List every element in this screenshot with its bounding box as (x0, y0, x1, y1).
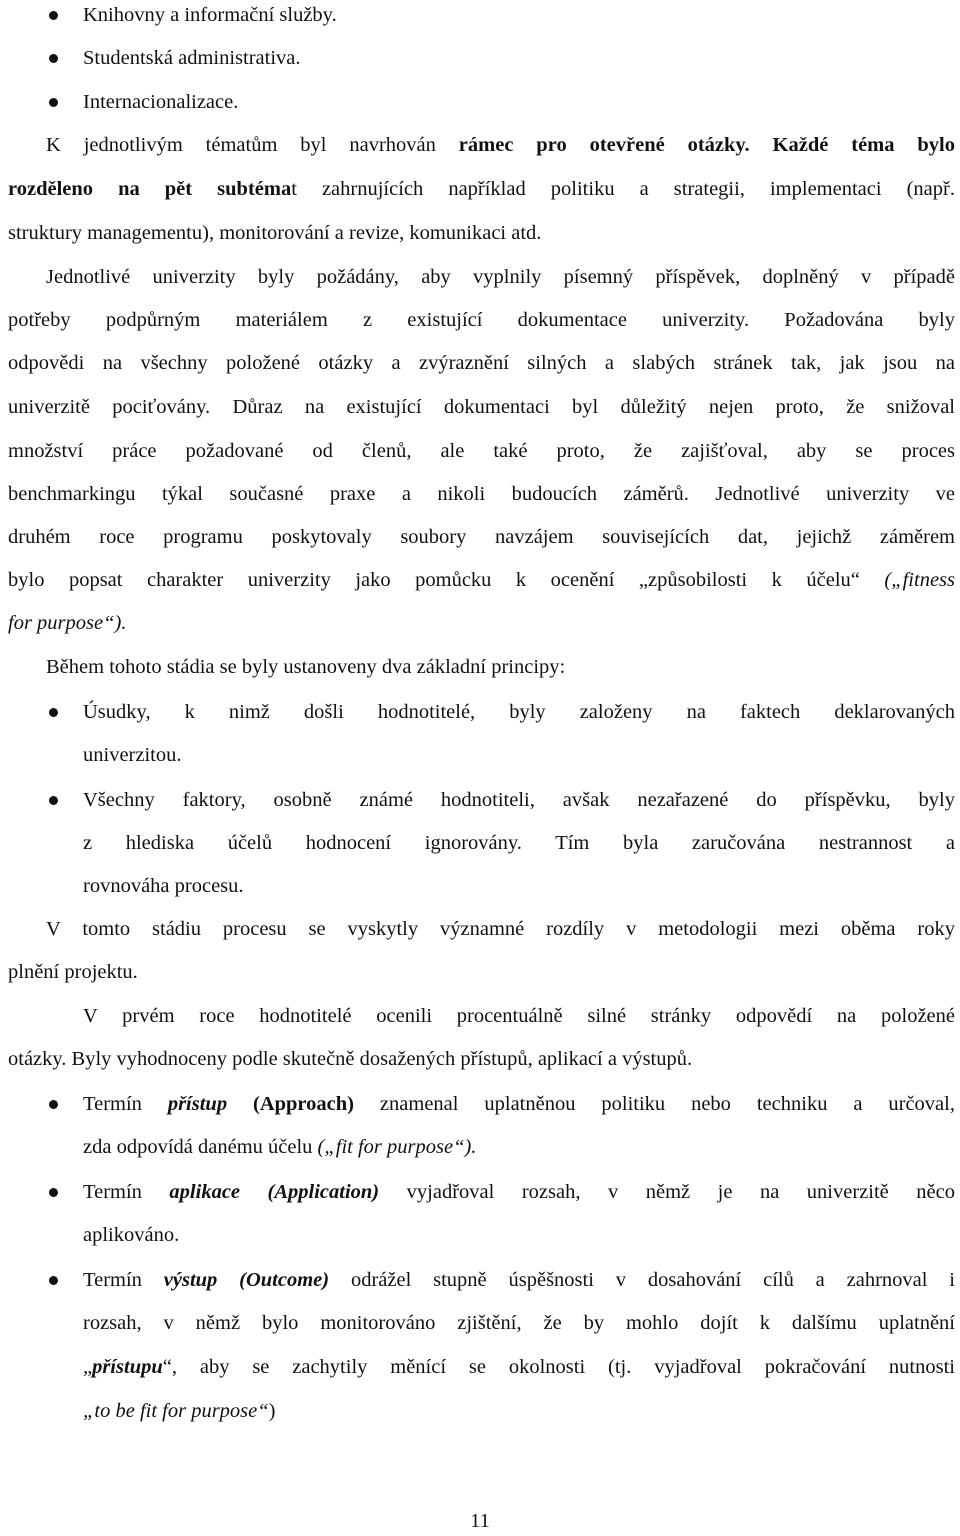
list-item: Termín přístup (Approach) znamenal uplatněnou politiku nebo techniku a určoval, (8, 1089, 955, 1119)
paragraph-line: univerzitě pociťovány. Důraz na existující dokumentaci byl důležitý nejen proto, že snižoval (8, 396, 955, 418)
bullet-icon (49, 54, 58, 63)
paragraph-line: struktury managementu), monitorování a revize, komunikaci atd. (8, 222, 542, 244)
list-item-continuation: „přístupu“, aby se zachytily měnící se okolnosti (tj. vyjadřoval pokračování nutnosti (83, 1356, 955, 1378)
paragraph-line: Během tohoto stádia se byly ustanoveny dva základní principy: (46, 656, 566, 678)
paragraph-line: V tomto stádiu procesu se vyskytly významné rozdíly v metodologii mezi oběma roky (46, 918, 955, 940)
list-item-continuation: univerzitou. (83, 744, 182, 766)
bullet-icon (49, 98, 58, 107)
list-item: Termín aplikace (Application) vyjadřoval rozsah, v němž je na univerzitě něco (8, 1177, 955, 1207)
bullet-icon (49, 708, 58, 717)
list-item: Knihovny a informační služby. (8, 0, 955, 30)
list-item-continuation: „to be fit for purpose“) (83, 1400, 276, 1422)
list-item: Úsudky, k nimž došli hodnotitelé, byly založeny na faktech deklarovaných (8, 697, 955, 727)
list-item: Termín výstup (Outcome) odrážel stupně úspěšnosti v dosahování cílů a zahrnoval i (8, 1265, 955, 1295)
bullet-icon (49, 11, 58, 20)
list-item: Internacionalizace. (8, 87, 955, 117)
list-item-continuation: z hlediska účelů hodnocení ignorovány. Tím byla zaručována nestrannost a (83, 832, 955, 854)
paragraph-line: množství práce požadované od členů, ale také proto, že zajišťoval, aby se proces (8, 440, 955, 462)
bullet-icon (49, 796, 58, 805)
paragraph-line: otázky. Byly vyhodnoceny podle skutečně dosažených přístupů, aplikací a výstupů. (8, 1048, 693, 1070)
page-number: 11 (470, 1510, 490, 1532)
list-item-continuation: rozsah, v němž bylo monitorováno zjištění, že by mohlo dojít k dalšímu uplatnění (83, 1312, 955, 1334)
bullet-icon (49, 1276, 58, 1285)
paragraph-line: benchmarkingu týkal současné praxe a nikoli budoucích záměrů. Jednotlivé univerzity ve (8, 483, 955, 505)
list-item-continuation: zda odpovídá danému účelu („fit for purpose“). (83, 1136, 477, 1158)
paragraph-line: odpovědi na všechny položené otázky a zvýraznění silných a slabých stránek tak, jak jsou na (8, 352, 955, 374)
paragraph-line: bylo popsat charakter univerzity jako pomůcku k ocenění „způsobilosti k účelu“ („fitness (8, 569, 955, 591)
paragraph-line: V prvém roce hodnotitelé ocenili procentuálně silné stránky odpovědí na položené (83, 1005, 955, 1027)
list-item-continuation: rovnováha procesu. (83, 875, 244, 897)
paragraph-line: for purpose“). (8, 612, 127, 634)
list-item: Všechny faktory, osobně známé hodnotiteli, avšak nezařazené do příspěvku, byly (8, 785, 955, 815)
paragraph-line: druhém roce programu poskytovaly soubory navzájem souvisejících dat, jejichž záměrem (8, 526, 955, 548)
paragraph-line: K jednotlivým tématům byl navrhován rámec pro otevřené otázky. Každé téma bylo (46, 134, 955, 156)
paragraph-line: Jednotlivé univerzity byly požádány, aby vyplnily písemný příspěvek, doplněný v případě (46, 266, 955, 288)
bullet-icon (49, 1100, 58, 1109)
paragraph-line: rozděleno na pět subtémat zahrnujících například politiku a strategii, implementaci (např. (8, 178, 955, 200)
paragraph-line: potřeby podpůrným materiálem z existující dokumentace univerzity. Požadována byly (8, 309, 955, 331)
list-item-continuation: aplikováno. (83, 1224, 180, 1246)
list-item: Studentská administrativa. (8, 43, 955, 73)
paragraph-line: plnění projektu. (8, 961, 138, 983)
bullet-icon (49, 1188, 58, 1197)
